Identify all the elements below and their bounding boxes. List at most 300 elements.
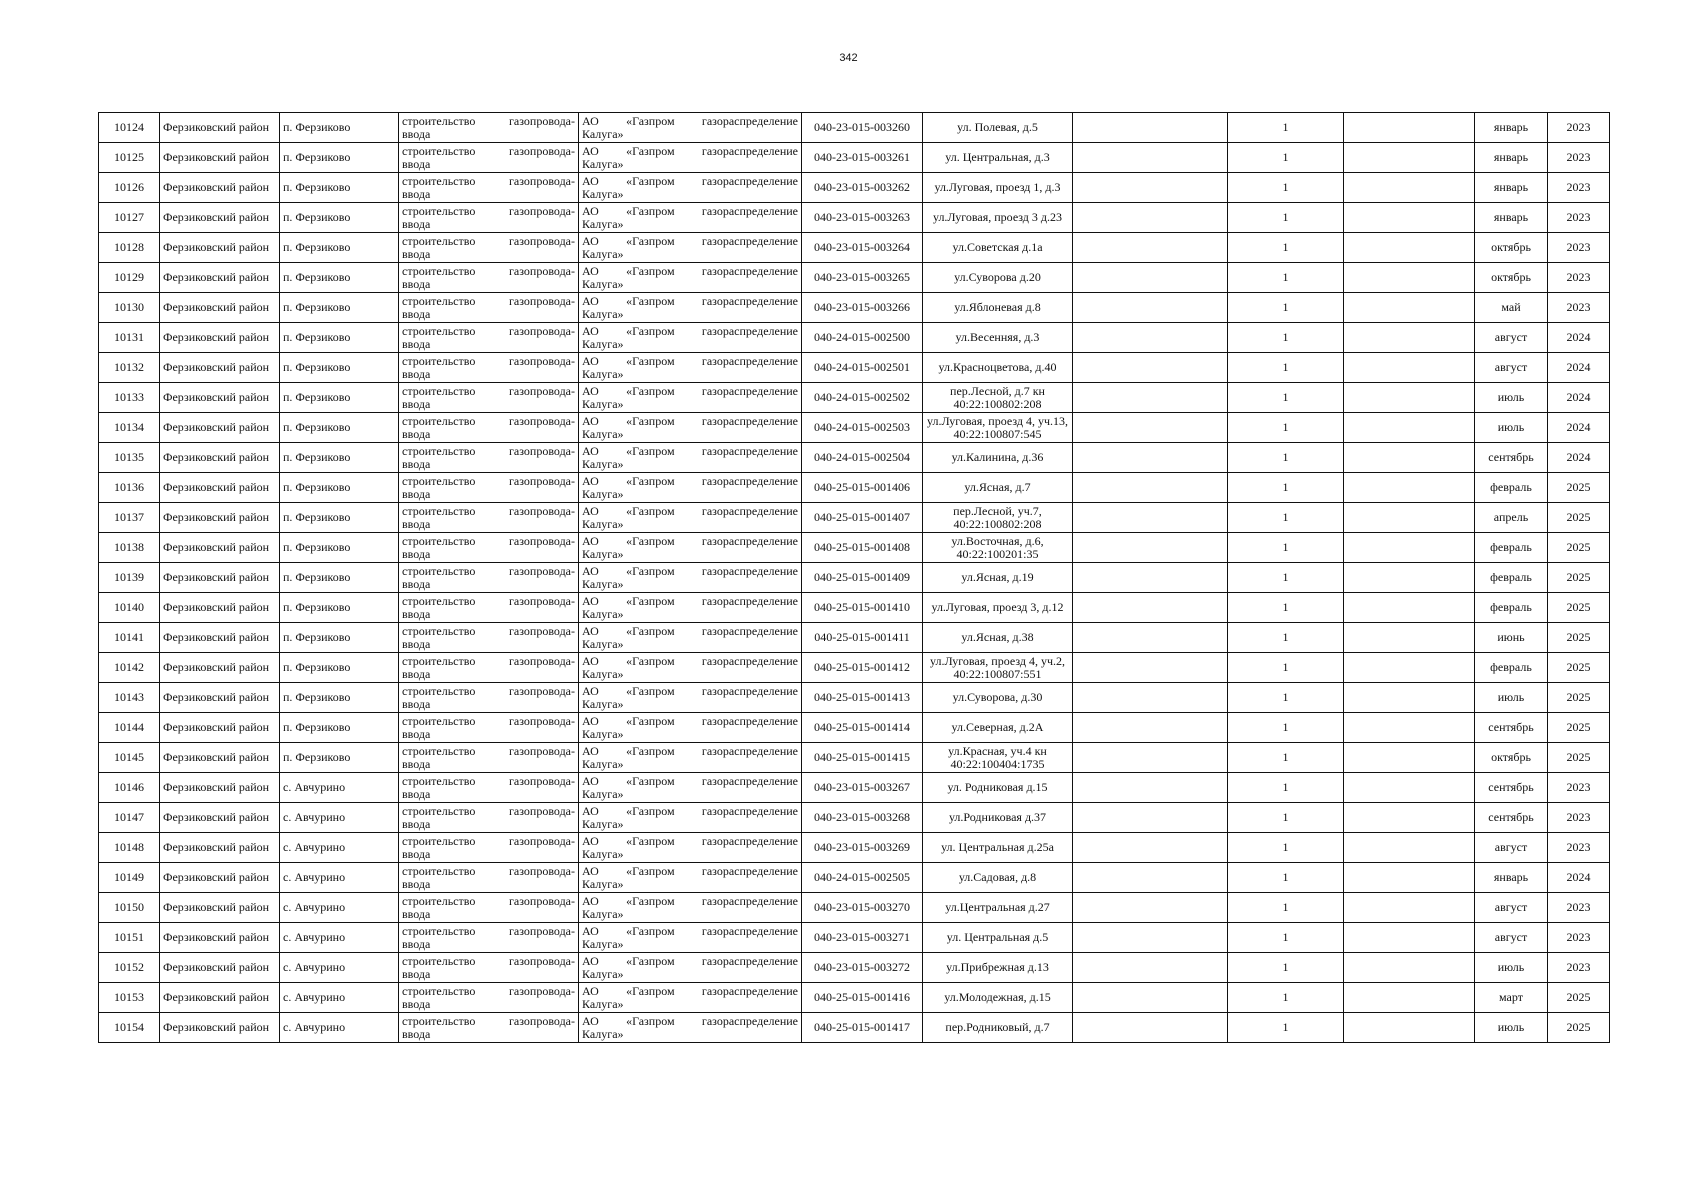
year-cell: 2025 <box>1548 713 1610 743</box>
work-word: ввода <box>402 246 431 261</box>
org-word: «Газпром <box>626 143 675 158</box>
month-cell: сентябрь <box>1475 773 1548 803</box>
month-cell: январь <box>1475 863 1548 893</box>
table-row <box>99 383 1610 413</box>
locality-cell: п. Ферзиково <box>280 623 399 653</box>
address-cell: ул.Луговая, проезд 1, д.3 <box>923 173 1073 203</box>
work-word: строительство <box>402 113 476 128</box>
year-cell: 2023 <box>1548 203 1610 233</box>
work-type-cell <box>399 653 579 683</box>
quantity-cell: 1 <box>1228 863 1344 893</box>
organization-cell <box>579 323 802 353</box>
work-type-cell <box>399 173 579 203</box>
org-word: «Газпром <box>626 353 675 368</box>
org-word: «Газпром <box>626 923 675 938</box>
org-word: АО <box>582 923 599 938</box>
org-word: АО <box>582 863 599 878</box>
gasification-table <box>98 112 1610 1043</box>
district-cell: Ферзиковский район <box>160 863 280 893</box>
org-word: «Газпром <box>626 983 675 998</box>
org-word: АО <box>582 713 599 728</box>
table-row <box>99 443 1610 473</box>
work-word: газопровода- <box>508 173 575 188</box>
locality-cell: с. Авчурино <box>280 773 399 803</box>
organization-cell <box>579 953 802 983</box>
org-word: АО <box>582 743 599 758</box>
address-cell: ул.Северная, д.2А <box>923 713 1073 743</box>
row-number: 10145 <box>99 743 160 773</box>
empty-cell <box>1073 863 1228 893</box>
locality-cell: п. Ферзиково <box>280 383 399 413</box>
empty-cell <box>1073 1013 1228 1043</box>
org-word: Калуга» <box>582 906 624 921</box>
empty-cell <box>1073 443 1228 473</box>
org-word: АО <box>582 413 599 428</box>
month-cell: январь <box>1475 143 1548 173</box>
table-row <box>99 803 1610 833</box>
quantity-cell: 1 <box>1228 953 1344 983</box>
district-cell: Ферзиковский район <box>160 503 280 533</box>
year-cell: 2025 <box>1548 563 1610 593</box>
org-word: АО <box>582 953 599 968</box>
object-code-cell: 040-25-015-001414 <box>802 713 923 743</box>
org-word: Калуга» <box>582 936 624 951</box>
district-cell: Ферзиковский район <box>160 353 280 383</box>
month-cell: февраль <box>1475 563 1548 593</box>
org-word: газораспределение <box>701 593 798 608</box>
work-type-cell <box>399 533 579 563</box>
district-cell: Ферзиковский район <box>160 623 280 653</box>
object-code-cell: 040-25-015-001409 <box>802 563 923 593</box>
work-word: газопровода- <box>508 203 575 218</box>
month-cell: февраль <box>1475 653 1548 683</box>
empty-cell <box>1344 203 1475 233</box>
org-word: газораспределение <box>701 923 798 938</box>
org-word: АО <box>582 443 599 458</box>
org-word: Калуга» <box>582 846 624 861</box>
org-word: АО <box>582 803 599 818</box>
org-word: «Газпром <box>626 473 675 488</box>
quantity-cell: 1 <box>1228 113 1344 143</box>
organization-cell <box>579 113 802 143</box>
empty-cell <box>1344 563 1475 593</box>
year-cell: 2025 <box>1548 623 1610 653</box>
organization-cell <box>579 683 802 713</box>
district-cell: Ферзиковский район <box>160 653 280 683</box>
org-word: «Газпром <box>626 773 675 788</box>
year-cell: 2023 <box>1548 953 1610 983</box>
org-word: АО <box>582 683 599 698</box>
org-word: АО <box>582 323 599 338</box>
month-cell: октябрь <box>1475 263 1548 293</box>
org-word: АО <box>582 893 599 908</box>
row-number: 10135 <box>99 443 160 473</box>
org-word: Калуга» <box>582 366 624 381</box>
object-code-cell: 040-23-015-003264 <box>802 233 923 263</box>
row-number: 10150 <box>99 893 160 923</box>
work-type-cell <box>399 383 579 413</box>
work-word: газопровода- <box>508 473 575 488</box>
empty-cell <box>1073 413 1228 443</box>
year-cell: 2023 <box>1548 803 1610 833</box>
locality-cell: п. Ферзиково <box>280 533 399 563</box>
work-word: ввода <box>402 966 431 981</box>
org-word: Калуга» <box>582 396 624 411</box>
work-word: газопровода- <box>508 533 575 548</box>
work-word: строительство <box>402 143 476 158</box>
organization-cell <box>579 353 802 383</box>
address-cell: ул.Суворова д.20 <box>923 263 1073 293</box>
object-code-cell: 040-24-015-002505 <box>802 863 923 893</box>
quantity-cell: 1 <box>1228 623 1344 653</box>
year-cell: 2023 <box>1548 113 1610 143</box>
org-word: газораспределение <box>701 503 798 518</box>
org-word: Калуга» <box>582 1026 624 1041</box>
address-cell: ул.Центральная д.27 <box>923 893 1073 923</box>
work-word: строительство <box>402 473 476 488</box>
address-cell: ул.Луговая, проезд 3 д.23 <box>923 203 1073 233</box>
empty-cell <box>1073 203 1228 233</box>
work-word: газопровода- <box>508 263 575 278</box>
empty-cell <box>1073 743 1228 773</box>
work-word: строительство <box>402 503 476 518</box>
empty-cell <box>1073 593 1228 623</box>
object-code-cell: 040-25-015-001407 <box>802 503 923 533</box>
work-type-cell <box>399 863 579 893</box>
year-cell: 2025 <box>1548 743 1610 773</box>
empty-cell <box>1344 443 1475 473</box>
org-word: Калуга» <box>582 756 624 771</box>
org-word: Калуга» <box>582 336 624 351</box>
district-cell: Ферзиковский район <box>160 773 280 803</box>
table-row <box>99 113 1610 143</box>
empty-cell <box>1073 653 1228 683</box>
org-word: АО <box>582 473 599 488</box>
district-cell: Ферзиковский район <box>160 203 280 233</box>
table-row <box>99 1013 1610 1043</box>
table-row <box>99 233 1610 263</box>
row-number: 10134 <box>99 413 160 443</box>
org-word: АО <box>582 383 599 398</box>
object-code-cell: 040-25-015-001410 <box>802 593 923 623</box>
work-word: строительство <box>402 263 476 278</box>
organization-cell <box>579 833 802 863</box>
org-word: Калуга» <box>582 186 624 201</box>
district-cell: Ферзиковский район <box>160 173 280 203</box>
work-word: строительство <box>402 173 476 188</box>
quantity-cell: 1 <box>1228 533 1344 563</box>
address-cell: ул.Луговая, проезд 3, д.12 <box>923 593 1073 623</box>
object-code-cell: 040-23-015-003268 <box>802 803 923 833</box>
month-cell: июнь <box>1475 623 1548 653</box>
district-cell: Ферзиковский район <box>160 233 280 263</box>
work-word: ввода <box>402 816 431 831</box>
district-cell: Ферзиковский район <box>160 803 280 833</box>
quantity-cell: 1 <box>1228 203 1344 233</box>
work-type-cell <box>399 773 579 803</box>
locality-cell: п. Ферзиково <box>280 503 399 533</box>
org-word: «Газпром <box>626 113 675 128</box>
work-word: ввода <box>402 366 431 381</box>
work-word: газопровода- <box>508 713 575 728</box>
work-type-cell <box>399 833 579 863</box>
district-cell: Ферзиковский район <box>160 473 280 503</box>
year-cell: 2024 <box>1548 443 1610 473</box>
work-word: газопровода- <box>508 923 575 938</box>
org-word: Калуга» <box>582 696 624 711</box>
work-word: строительство <box>402 683 476 698</box>
address-cell: ул.Ясная, д.7 <box>923 473 1073 503</box>
org-word: Калуга» <box>582 636 624 651</box>
work-word: газопровода- <box>508 863 575 878</box>
work-word: ввода <box>402 276 431 291</box>
org-word: «Газпром <box>626 233 675 248</box>
organization-cell <box>579 713 802 743</box>
quantity-cell: 1 <box>1228 563 1344 593</box>
org-word: АО <box>582 233 599 248</box>
table-row <box>99 863 1610 893</box>
org-word: газораспределение <box>701 203 798 218</box>
month-cell: октябрь <box>1475 233 1548 263</box>
row-number: 10131 <box>99 323 160 353</box>
district-cell: Ферзиковский район <box>160 323 280 353</box>
org-word: газораспределение <box>701 953 798 968</box>
quantity-cell: 1 <box>1228 773 1344 803</box>
org-word: Калуга» <box>582 966 624 981</box>
row-number: 10136 <box>99 473 160 503</box>
empty-cell <box>1073 263 1228 293</box>
month-cell: сентябрь <box>1475 443 1548 473</box>
empty-cell <box>1344 683 1475 713</box>
organization-cell <box>579 233 802 263</box>
locality-cell: п. Ферзиково <box>280 683 399 713</box>
locality-cell: п. Ферзиково <box>280 713 399 743</box>
row-number: 10139 <box>99 563 160 593</box>
row-number: 10142 <box>99 653 160 683</box>
table-row <box>99 653 1610 683</box>
year-cell: 2025 <box>1548 983 1610 1013</box>
work-word: строительство <box>402 443 476 458</box>
work-word: газопровода- <box>508 833 575 848</box>
work-word: ввода <box>402 576 431 591</box>
work-word: газопровода- <box>508 743 575 758</box>
table-row <box>99 923 1610 953</box>
address-cell: ул.Ясная, д.19 <box>923 563 1073 593</box>
org-word: «Газпром <box>626 653 675 668</box>
table-row <box>99 353 1610 383</box>
object-code-cell: 040-24-015-002503 <box>802 413 923 443</box>
org-word: Калуга» <box>582 276 624 291</box>
organization-cell <box>579 173 802 203</box>
year-cell: 2025 <box>1548 683 1610 713</box>
address-cell: ул.Красная, уч.4 кн 40:22:100404:1735 <box>923 743 1073 773</box>
object-code-cell: 040-25-015-001416 <box>802 983 923 1013</box>
org-word: АО <box>582 503 599 518</box>
work-type-cell <box>399 203 579 233</box>
org-word: «Газпром <box>626 953 675 968</box>
work-word: ввода <box>402 936 431 951</box>
year-cell: 2023 <box>1548 173 1610 203</box>
row-number: 10132 <box>99 353 160 383</box>
work-type-cell <box>399 563 579 593</box>
work-word: ввода <box>402 126 431 141</box>
empty-cell <box>1344 773 1475 803</box>
org-word: газораспределение <box>701 353 798 368</box>
row-number: 10144 <box>99 713 160 743</box>
work-word: строительство <box>402 383 476 398</box>
table-row <box>99 683 1610 713</box>
empty-cell <box>1344 983 1475 1013</box>
work-word: газопровода- <box>508 593 575 608</box>
address-cell: ул. Центральная д.25а <box>923 833 1073 863</box>
locality-cell: п. Ферзиково <box>280 173 399 203</box>
org-word: газораспределение <box>701 863 798 878</box>
org-word: «Газпром <box>626 263 675 278</box>
address-cell: ул.Красноцветова, д.40 <box>923 353 1073 383</box>
year-cell: 2024 <box>1548 323 1610 353</box>
address-cell: ул.Восточная, д.6, 40:22:100201:35 <box>923 533 1073 563</box>
work-word: ввода <box>402 636 431 651</box>
table-row <box>99 203 1610 233</box>
table-row <box>99 983 1610 1013</box>
work-type-cell <box>399 893 579 923</box>
work-word: газопровода- <box>508 803 575 818</box>
org-word: «Газпром <box>626 833 675 848</box>
empty-cell <box>1073 923 1228 953</box>
work-word: ввода <box>402 396 431 411</box>
empty-cell <box>1344 233 1475 263</box>
address-cell: ул.Прибрежная д.13 <box>923 953 1073 983</box>
work-word: строительство <box>402 863 476 878</box>
organization-cell <box>579 623 802 653</box>
org-word: Калуга» <box>582 996 624 1011</box>
work-word: ввода <box>402 756 431 771</box>
district-cell: Ферзиковский район <box>160 953 280 983</box>
org-word: газораспределение <box>701 1013 798 1028</box>
row-number: 10129 <box>99 263 160 293</box>
row-number: 10152 <box>99 953 160 983</box>
month-cell: март <box>1475 983 1548 1013</box>
month-cell: февраль <box>1475 473 1548 503</box>
empty-cell <box>1073 533 1228 563</box>
month-cell: июль <box>1475 953 1548 983</box>
org-word: АО <box>582 143 599 158</box>
table-row <box>99 263 1610 293</box>
address-cell: ул. Родниковая д.15 <box>923 773 1073 803</box>
object-code-cell: 040-23-015-003271 <box>802 923 923 953</box>
work-type-cell <box>399 353 579 383</box>
locality-cell: с. Авчурино <box>280 833 399 863</box>
year-cell: 2025 <box>1548 503 1610 533</box>
quantity-cell: 1 <box>1228 683 1344 713</box>
month-cell: июль <box>1475 1013 1548 1043</box>
organization-cell <box>579 563 802 593</box>
org-word: газораспределение <box>701 683 798 698</box>
district-cell: Ферзиковский район <box>160 383 280 413</box>
row-number: 10127 <box>99 203 160 233</box>
address-cell: пер.Лесной, уч.7, 40:22:100802:208 <box>923 503 1073 533</box>
object-code-cell: 040-23-015-003263 <box>802 203 923 233</box>
work-word: ввода <box>402 216 431 231</box>
org-word: АО <box>582 833 599 848</box>
empty-cell <box>1073 293 1228 323</box>
district-cell: Ферзиковский район <box>160 533 280 563</box>
work-type-cell <box>399 323 579 353</box>
org-word: «Газпром <box>626 803 675 818</box>
org-word: газораспределение <box>701 743 798 758</box>
work-type-cell <box>399 803 579 833</box>
org-word: «Газпром <box>626 503 675 518</box>
empty-cell <box>1344 803 1475 833</box>
empty-cell <box>1073 893 1228 923</box>
org-word: Калуга» <box>582 666 624 681</box>
empty-cell <box>1073 713 1228 743</box>
org-word: «Газпром <box>626 533 675 548</box>
empty-cell <box>1073 953 1228 983</box>
org-word: Калуга» <box>582 486 624 501</box>
work-word: ввода <box>402 306 431 321</box>
object-code-cell: 040-23-015-003262 <box>802 173 923 203</box>
row-number: 10130 <box>99 293 160 323</box>
object-code-cell: 040-25-015-001415 <box>802 743 923 773</box>
org-word: газораспределение <box>701 293 798 308</box>
empty-cell <box>1344 263 1475 293</box>
work-word: ввода <box>402 336 431 351</box>
org-word: «Газпром <box>626 893 675 908</box>
work-word: газопровода- <box>508 503 575 518</box>
empty-cell <box>1073 803 1228 833</box>
org-word: «Газпром <box>626 563 675 578</box>
work-word: ввода <box>402 696 431 711</box>
work-word: ввода <box>402 186 431 201</box>
object-code-cell: 040-24-015-002500 <box>802 323 923 353</box>
work-word: ввода <box>402 546 431 561</box>
object-code-cell: 040-23-015-003267 <box>802 773 923 803</box>
work-word: ввода <box>402 1026 431 1041</box>
organization-cell <box>579 893 802 923</box>
address-cell: ул.Весенняя, д.3 <box>923 323 1073 353</box>
row-number: 10125 <box>99 143 160 173</box>
table-row <box>99 893 1610 923</box>
quantity-cell: 1 <box>1228 593 1344 623</box>
org-word: газораспределение <box>701 413 798 428</box>
district-cell: Ферзиковский район <box>160 983 280 1013</box>
work-word: строительство <box>402 233 476 248</box>
organization-cell <box>579 293 802 323</box>
empty-cell <box>1344 953 1475 983</box>
table-row <box>99 833 1610 863</box>
locality-cell: п. Ферзиково <box>280 293 399 323</box>
org-word: Калуга» <box>582 216 624 231</box>
quantity-cell: 1 <box>1228 653 1344 683</box>
object-code-cell: 040-23-015-003261 <box>802 143 923 173</box>
locality-cell: п. Ферзиково <box>280 113 399 143</box>
org-word: Калуга» <box>582 546 624 561</box>
year-cell: 2023 <box>1548 263 1610 293</box>
work-word: ввода <box>402 876 431 891</box>
quantity-cell: 1 <box>1228 833 1344 863</box>
work-type-cell <box>399 743 579 773</box>
organization-cell <box>579 743 802 773</box>
locality-cell: п. Ферзиково <box>280 323 399 353</box>
org-word: газораспределение <box>701 443 798 458</box>
org-word: газораспределение <box>701 623 798 638</box>
empty-cell <box>1073 833 1228 863</box>
locality-cell: п. Ферзиково <box>280 233 399 263</box>
quantity-cell: 1 <box>1228 443 1344 473</box>
empty-cell <box>1344 173 1475 203</box>
quantity-cell: 1 <box>1228 383 1344 413</box>
